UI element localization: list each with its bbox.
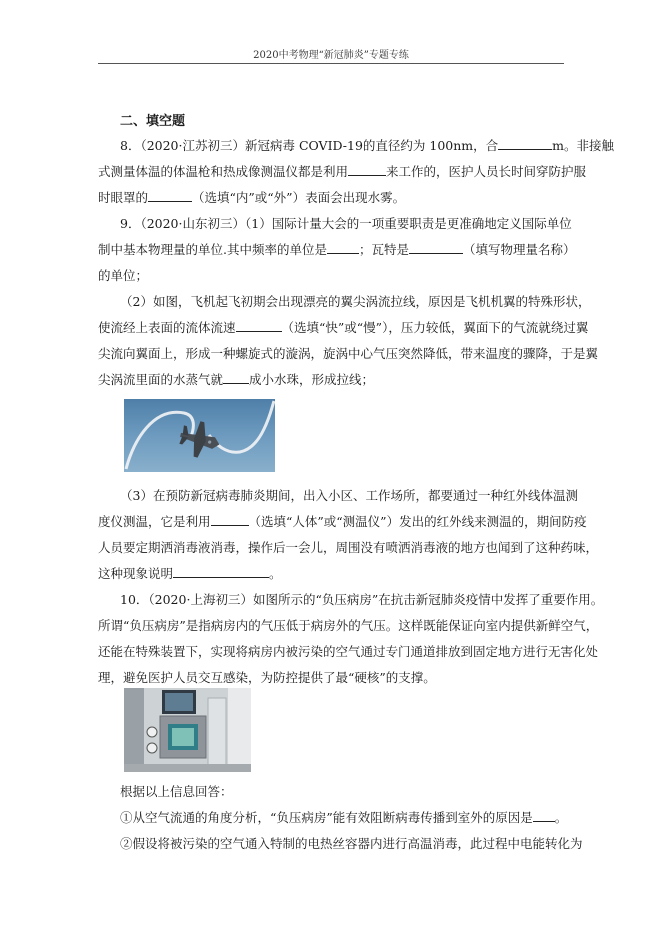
q9-blank-3[interactable] [236,317,282,332]
q9-line-2 [98,237,576,263]
q9-text: 成小水珠，形成拉线； [249,372,375,387]
q9-text: （选填“快”或“慢”），压力较低，翼面下的气流就绕过翼 [281,320,589,335]
q8-blank-1[interactable] [498,135,552,150]
q10-line-4: 理，避免医护人员交互感染，为防控提供了最“硬核”的支撑。 [98,670,436,685]
q9-blank-4[interactable] [223,369,249,384]
q9-line-3: 的单位； [98,268,149,283]
jet-wingtip-vortex-photo [124,399,275,472]
q8-text: 式测量体温的体温枪和热成像测温仪都是利用 [98,164,349,179]
q8-text: （选填“内”或“外”）表面会出现水雾。 [192,190,406,205]
q9-part2-line-4 [98,367,374,393]
q9-text: 这种现象说明 [98,566,174,581]
q9-text: 制中基本物理量的单位.其中频率的单位是 [98,242,327,257]
q9-part3-line-4 [98,561,282,587]
q9-blank-6[interactable] [173,563,269,578]
q9-part3-line-3: 人员要定期洒消毒液消毒，操作后一会儿，周围没有喷洒消毒液的地方也闻到了这种药味， [98,540,599,555]
q9-text: ；瓦特是 [358,242,409,257]
q10-blank-1[interactable] [533,807,555,822]
q9-part2-line-1: （2）如图，飞机起飞初期会出现漂亮的翼尖涡流拉线，原因是飞机机翼的特殊形状， [120,294,591,309]
q10-line-2: 所谓“负压病房”是指病房内的气压低于病房外的气压。这样既能保证向室内提供新鲜空气， [98,618,599,633]
q10-text: 。 [554,810,568,825]
section-title: 二、填空题 [120,114,186,129]
q8-line-2 [98,159,586,185]
header-divider [98,63,564,64]
q9-part2-line-2 [98,315,588,341]
q9-part3-line-1: （3）在预防新冠病毒肺炎期间，出入小区、工作场所，都要通过一种红外线体温测 [120,488,578,503]
q9-part3-line-2 [98,509,587,535]
q9-blank-5[interactable] [211,511,249,526]
q8-text: 来工作的，医护人员长时间穿防护服 [386,164,587,179]
q10-line-3: 还能在特殊装置下，实现将病房内被污染的空气通过专门通道排放到固定地方进行无害化处 [98,644,599,659]
q9-line-1: 9．（2020·山东初三）（1）国际计量大会的一项重要职责是更准确地定义国际单位 [120,216,572,231]
q10-sub-2: ②假设将被污染的空气通入特制的电热丝容器内进行高温消毒，此过程中电能转化为 [120,836,583,851]
q9-text: 尖涡流里面的水蒸气就 [98,372,224,387]
q10-instruction: 根据以上信息回答： [120,784,233,799]
q8-text: m。非接触 [552,138,614,153]
q8-blank-3[interactable] [148,187,192,202]
q10-sub-1 [120,805,567,831]
q9-text: 。 [269,566,282,581]
q9-part2-line-3: 尖流向翼面上，形成一种螺旋式的漩涡，旋涡中心气压突然降低，带来温度的骤降，于是翼 [98,346,599,361]
q10-text: ①从空气流通的角度分析，“负压病房”能有效阻断病毒传播到室外的原因是 [120,810,533,825]
q9-text: （填写物理量名称） [463,242,576,257]
q8-line-3 [98,185,405,211]
q9-text: 使流经上表面的流体流速 [98,320,236,335]
q9-blank-1[interactable] [327,239,359,254]
q8-blank-2[interactable] [348,161,386,176]
negative-pressure-room-photo [124,688,251,772]
q10-line-1: 10．（2020·上海初三）如图所示的“负压病房”在抗击新冠肺炎疫情中发挥了重要作用。 [120,592,604,607]
q8-text: 8．（2020·江苏初三）新冠病毒 COVID-19的直径约为 100nm，合 [120,138,499,153]
q8-text: 时眼罩的 [98,190,149,205]
q9-blank-2[interactable] [409,239,463,254]
q9-text: （选填“人体”或“测温仪”）发出的红外线来测温的，期间防疫 [248,514,587,529]
q9-text: 度仪测温，它是利用 [98,514,211,529]
page-header: 2020中考物理“新冠肺炎”专题专练 [253,50,409,61]
q8-line-1 [120,133,614,159]
